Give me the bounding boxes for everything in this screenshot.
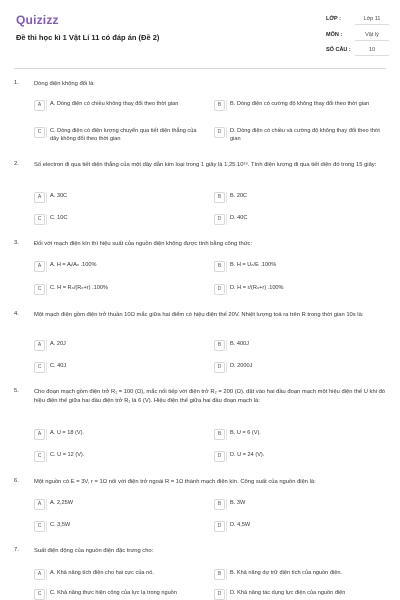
option-divider: [226, 429, 227, 440]
meta-value-count: 10: [355, 47, 389, 56]
option-divider: [46, 569, 47, 580]
option-letter: C: [34, 362, 45, 373]
question-text: Cho đoạn mạch gồm điện trở R₁ = 100 (Ω), mắc nối tiếp với điện trở R₂ = 200 (Ω). đặt vào hai đầu đoạn mạch một hiệu điện thế U khi đó hiệu điện thế giữa hai đầu điện trở R₁ là 6 (V). Hiệu điện thế giữa hai đầu đoạn mạch là:: [34, 389, 386, 404]
option-text: C. 3,5W: [50, 522, 71, 528]
meta-label-count: SỐ CÂU :: [326, 47, 351, 53]
option-letter: D: [214, 521, 225, 532]
option-divider: [46, 127, 47, 138]
option-divider: [226, 362, 227, 373]
question-text: Một nguồn có E = 3V, r = 1Ω nối với điện trở ngoài R = 1Ω thành mạch điện kín. Công suất của nguồn điện là:: [34, 479, 316, 485]
question-number: 5.: [14, 388, 19, 394]
option-text: C. Dòng điện có điện lượng chuyển qua tiết diện thẳng của dây không đổi theo thời gian: [50, 128, 197, 142]
option-text: B. U = 6 (V).: [230, 430, 261, 436]
option-text: A. 20J: [50, 341, 66, 347]
option-divider: [226, 589, 227, 600]
option-divider: [226, 451, 227, 462]
option-text: B. H = Uₙ/E .100%: [230, 262, 277, 268]
option-divider: [46, 261, 47, 272]
option-text: D. 4,5W: [230, 522, 251, 528]
option-divider: [46, 284, 47, 295]
option-letter: C: [34, 214, 45, 225]
option-divider: [46, 429, 47, 440]
option-divider: [226, 261, 227, 272]
option-letter: D: [214, 284, 225, 295]
option-divider: [226, 284, 227, 295]
meta-label-class: LỚP :: [326, 16, 341, 22]
option-text: A. Khả năng tích điện cho hai cực của nó.: [50, 570, 154, 576]
option-letter: B: [214, 429, 225, 440]
meta-label-subject: MÔN :: [326, 32, 343, 38]
option-text: A. U = 18 (V).: [50, 430, 85, 436]
header-divider: [14, 68, 386, 69]
meta-value-class: Lớp 11: [355, 16, 389, 25]
question-text: Một mạch điện gồm điện trở thuần 10Ω mắc giữa hai điểm có hiệu điện thế 20V. Nhiệt lượng toả ra trên R trong thời gian 10s là:: [34, 312, 364, 318]
meta-value-subject: Vật lý: [355, 32, 389, 41]
option-text: C. Khả năng thực hiện công của lực lạ trong nguồn: [50, 590, 177, 596]
question-number: 2.: [14, 161, 19, 167]
page-title: Đề thi học kì 1 Vật Lí 11 có đáp án (Đề 2): [16, 33, 160, 42]
option-divider: [226, 521, 227, 532]
option-text: D. H = r/(Rₙ+r) .100%: [230, 285, 284, 291]
option-text: B. 400J: [230, 341, 249, 347]
option-text: C. 40J: [50, 363, 67, 369]
option-text: D. Dòng điện có chiều và cường độ không thay đổi theo thời gian: [230, 128, 380, 142]
option-letter: B: [214, 261, 225, 272]
option-letter: B: [214, 192, 225, 203]
option-divider: [46, 499, 47, 510]
option-letter: C: [34, 284, 45, 295]
option-text: D. 2000J: [230, 363, 253, 369]
option-letter: C: [34, 127, 45, 138]
option-letter: C: [34, 451, 45, 462]
option-text: B. 20C: [230, 193, 248, 199]
option-letter: D: [214, 451, 225, 462]
question-number: 3.: [14, 240, 19, 246]
option-letter: B: [214, 340, 225, 351]
option-text: B. Khả năng dự trữ điện tích của nguồn điện.: [230, 570, 342, 576]
question-text: Suất điện động của nguồn điện đặc trưng cho:: [34, 548, 154, 554]
option-letter: A: [34, 569, 45, 580]
option-text: B. 3W: [230, 500, 246, 506]
option-text: A. Dòng điện có chiều không thay đổi theo thời gian: [50, 101, 179, 107]
option-divider: [46, 192, 47, 203]
option-letter: A: [34, 261, 45, 272]
option-letter: B: [214, 100, 225, 111]
option-divider: [226, 214, 227, 225]
option-divider: [226, 100, 227, 111]
option-letter: B: [214, 569, 225, 580]
question-text: Đối với mạch điện kín thì hiệu suất của nguồn điện không được tính bằng công thức:: [34, 241, 253, 247]
option-letter: D: [214, 589, 225, 600]
option-text: C. U = 12 (V).: [50, 452, 85, 458]
quizizz-logo: Quizizz: [16, 13, 59, 27]
option-text: D. U = 24 (V).: [230, 452, 265, 458]
document-header: [0, 0, 400, 64]
question-text: Số electron đi qua tiết diện thẳng của một dây dẫn kim loại trong 1 giây là 1,25.10¹⁹. Tính điện lượng đi qua tiết diện đó trong 15 giây:: [34, 162, 377, 168]
option-text: D. Khả năng tác dụng lực điện của nguồn điện: [230, 590, 346, 596]
option-letter: A: [34, 100, 45, 111]
option-text: C. 10C: [50, 215, 68, 221]
option-divider: [46, 100, 47, 111]
option-text: A. H = Aᵢ/Aₙ .100%: [50, 262, 97, 268]
option-text: A. 2,25W: [50, 500, 74, 506]
option-letter: B: [214, 499, 225, 510]
option-letter: C: [34, 521, 45, 532]
option-divider: [226, 340, 227, 351]
option-divider: [46, 451, 47, 462]
option-divider: [46, 214, 47, 225]
option-letter: A: [34, 340, 45, 351]
option-letter: A: [34, 499, 45, 510]
option-letter: D: [214, 127, 225, 138]
option-divider: [46, 340, 47, 351]
question-number: 1.: [14, 80, 19, 86]
question-number: 6.: [14, 478, 19, 484]
option-divider: [46, 362, 47, 373]
option-divider: [226, 192, 227, 203]
option-text: A. 30C: [50, 193, 68, 199]
option-letter: D: [214, 214, 225, 225]
question-text: Dòng điện không đổi là:: [34, 81, 95, 87]
option-divider: [226, 569, 227, 580]
option-text: C. H = Rₙ/(Rₙ+r) .100%: [50, 285, 108, 291]
option-letter: A: [34, 429, 45, 440]
option-divider: [46, 521, 47, 532]
option-letter: D: [214, 362, 225, 373]
option-divider: [226, 499, 227, 510]
option-divider: [226, 127, 227, 138]
question-number: 4.: [14, 311, 19, 317]
option-letter: C: [34, 589, 45, 600]
option-text: D. 40C: [230, 215, 248, 221]
question-number: 7.: [14, 547, 19, 553]
option-text: B. Dòng điện có cường độ không thay đổi theo thời gian: [230, 101, 370, 107]
option-divider: [46, 589, 47, 600]
option-letter: A: [34, 192, 45, 203]
